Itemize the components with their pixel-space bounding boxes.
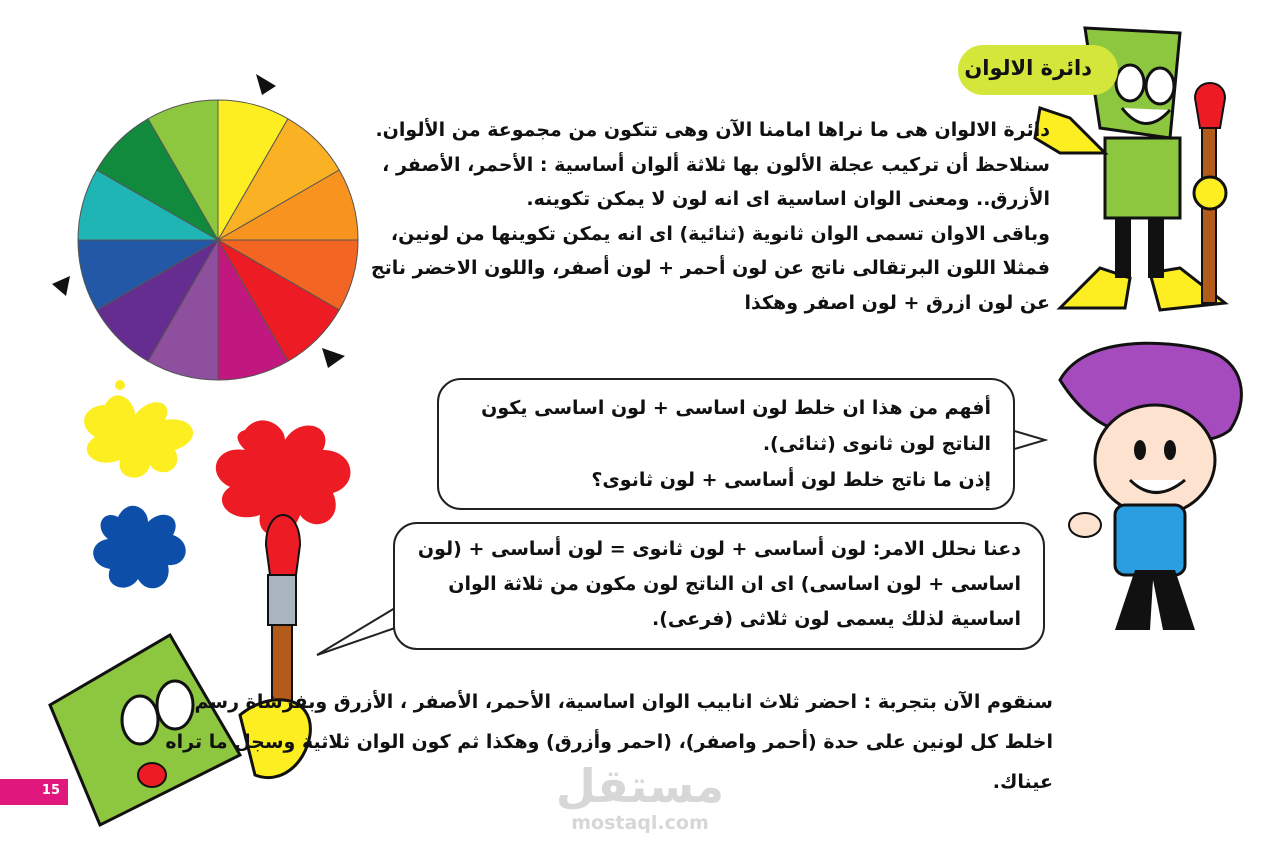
- boy-character: [1045, 340, 1255, 640]
- bubble1-text: [481, 390, 991, 498]
- outro-line: عيناك.: [992, 771, 1053, 793]
- intro-line: سنلاحظ أن تركيب عجلة الألون بها ثلاثة ألوان أساسية : الأحمر، الأصفر ،: [382, 153, 1050, 176]
- wheel-arrow-bottom: [322, 348, 345, 368]
- wheel-segment: [78, 170, 218, 240]
- wheel-segment: [148, 100, 218, 240]
- section-title: دائرة الالوان: [964, 56, 1092, 80]
- page-number: 15: [41, 783, 60, 798]
- wheel-segment: [218, 100, 288, 240]
- wheel-segment: [218, 119, 339, 240]
- wheel-segment: [97, 119, 218, 240]
- bubble1-line: الناتج لون ثانوى (ثنائى).: [762, 433, 991, 455]
- bubble2-line: اساسى + لون اساسى) اى ان الناتج لون مكون من ثلاثة الوان: [448, 573, 1021, 595]
- wheel-segment: [97, 240, 218, 361]
- wheel-arrow-top: [256, 74, 276, 95]
- outro-line: سنقوم الآن بتجربة : احضر ثلاث انابيب الوان اساسية، الأحمر، الأصفر ، الأزرق وبفرشاة رسم: [194, 691, 1053, 713]
- intro-line: عن لون ازرق + لون اصفر وهكذا: [744, 291, 1050, 314]
- intro-line: دائرة الالوان هى ما نراها امامنا الآن وهى تتكون من مجموعة من الألوان.: [375, 119, 1050, 141]
- yellow-splash-icon: [65, 375, 225, 505]
- green-brush-character-bottom: [40, 505, 320, 845]
- speech-bubble-boy: [437, 378, 1015, 510]
- page-number-bar: [0, 779, 68, 805]
- wheel-segment: [218, 240, 339, 361]
- intro-line: وباقى الاوان تسمى الوان ثانوية (ثنائية) اى انه يمكن تكوينها من لونين،: [390, 222, 1050, 245]
- bubble1-line: أفهم من هذا ان خلط لون اساسى + لون اساسى يكون: [481, 397, 991, 419]
- watermark-arabic: مستقل: [555, 759, 725, 813]
- section-title-pill: [958, 45, 1118, 95]
- intro-line: فمثلا اللون البرتقالى ناتج عن لون أحمر + لون أصفر، واللون الاخضر ناتج: [370, 257, 1050, 279]
- bubble2-line: دعنا نحلل الامر: لون أساسى + لون ثانوى = لون أساسى + (لون: [417, 538, 1021, 560]
- intro-line: الأزرق.. ومعنى الوان اساسية اى انه لون لا يمكن تكوينه.: [526, 188, 1050, 210]
- bubble1-line: إذن ما ناتج خلط لون أساسى + لون ثانوى؟: [591, 469, 991, 491]
- speech-bubble-brush: [393, 522, 1045, 650]
- bubble2-text: [418, 532, 1021, 637]
- bubble2-line: اساسية لذلك يسمى لون ثلاثى (فرعى).: [652, 608, 1021, 630]
- wheel-segment: [148, 240, 218, 380]
- wheel-segment: [218, 240, 288, 380]
- wheel-arrow-left: [52, 276, 70, 296]
- watermark: [555, 760, 725, 840]
- outro-line: اخلط كل لونين على حدة (أحمر واصفر)، (احمر وأزرق) وهكذا ثم كون الوان ثلاثية وسجل ما تراه: [165, 731, 1053, 753]
- intro-paragraph: [330, 113, 1050, 320]
- wheel-segment: [78, 240, 218, 310]
- watermark-latin: mostaql.com: [571, 812, 709, 834]
